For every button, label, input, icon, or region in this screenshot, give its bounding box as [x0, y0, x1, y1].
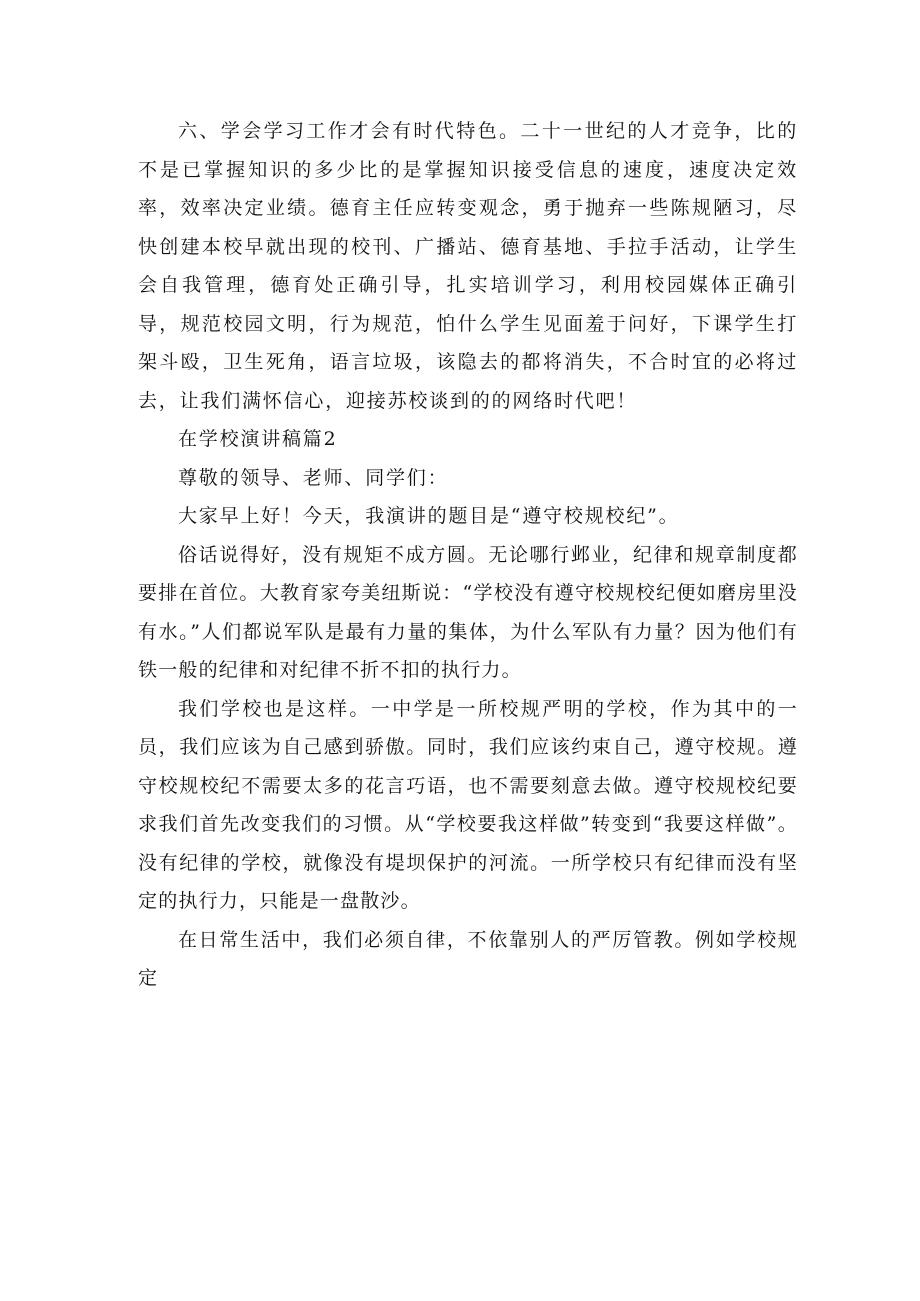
paragraph-our-school: 我们学校也是这样。一中学是一所校规严明的学校，作为其中的一员，我们应该为自己感到骄傲。同时，我们应该约束自己，遵守校规。遵守校规校纪不需要太多的花言巧语，也不需要刻意去做。遵守校规校纪要求我们首先改变我们的习惯。从“学校要我这样做”转变到“我要这样做”。没有纪律的学校，就像没有堤坝保护的河流。一所学校只有纪律而没有坚定的执行力，只能是一盘散沙。 — [138, 697, 798, 912]
paragraph-rules-saying: 俗话说得好，没有规矩不成方圆。无论哪行邺业，纪律和规章制度都要排在首位。大教育家夸美纽斯说：“学校没有遵守校规校纪便如磨房里没有水。”人们都说军队是最有力量的集体，为什么军队有力量？因为他们有铁一般的纪律和对纪律不折不扣的执行力。 — [138, 543, 798, 681]
document-body — [138, 112, 798, 998]
paragraph-daily-life: 在日常生活中，我们必须自律，不依靠别人的严厉管教。例如学校规定 — [138, 928, 798, 989]
section-title: 在学校演讲稿篇2 — [178, 428, 338, 450]
paragraph-learning-era: 六、学会学习工作才会有时代特色。二十一世纪的人才竞争，比的不是已掌握知识的多少比的是掌握知识接受信息的速度，速度决定效率，效率决定业绩。德育主任应转变观念，勇于抛弃一些陈规陋习，尽快创建本校早就出现的校刊、广播站、德育基地、手拉手活动，让学生会自我管理，德育处正确引导，扎实培训学习，利用校园媒体正确引导，规范校园文明，行为规范，怕什么学生见面羞于问好，下课学生打架斗殴，卫生死角，语言垃圾，该隐去的都将消失，不合时宜的必将过去，让我们满怀信心，迎接苏校谈到的的网络时代吧！ — [138, 120, 798, 412]
greeting-line: 大家早上好！今天，我演讲的题目是“遵守校规校纪”。 — [178, 505, 680, 527]
salutation: 尊敬的领导、老师、同学们： — [178, 466, 449, 489]
